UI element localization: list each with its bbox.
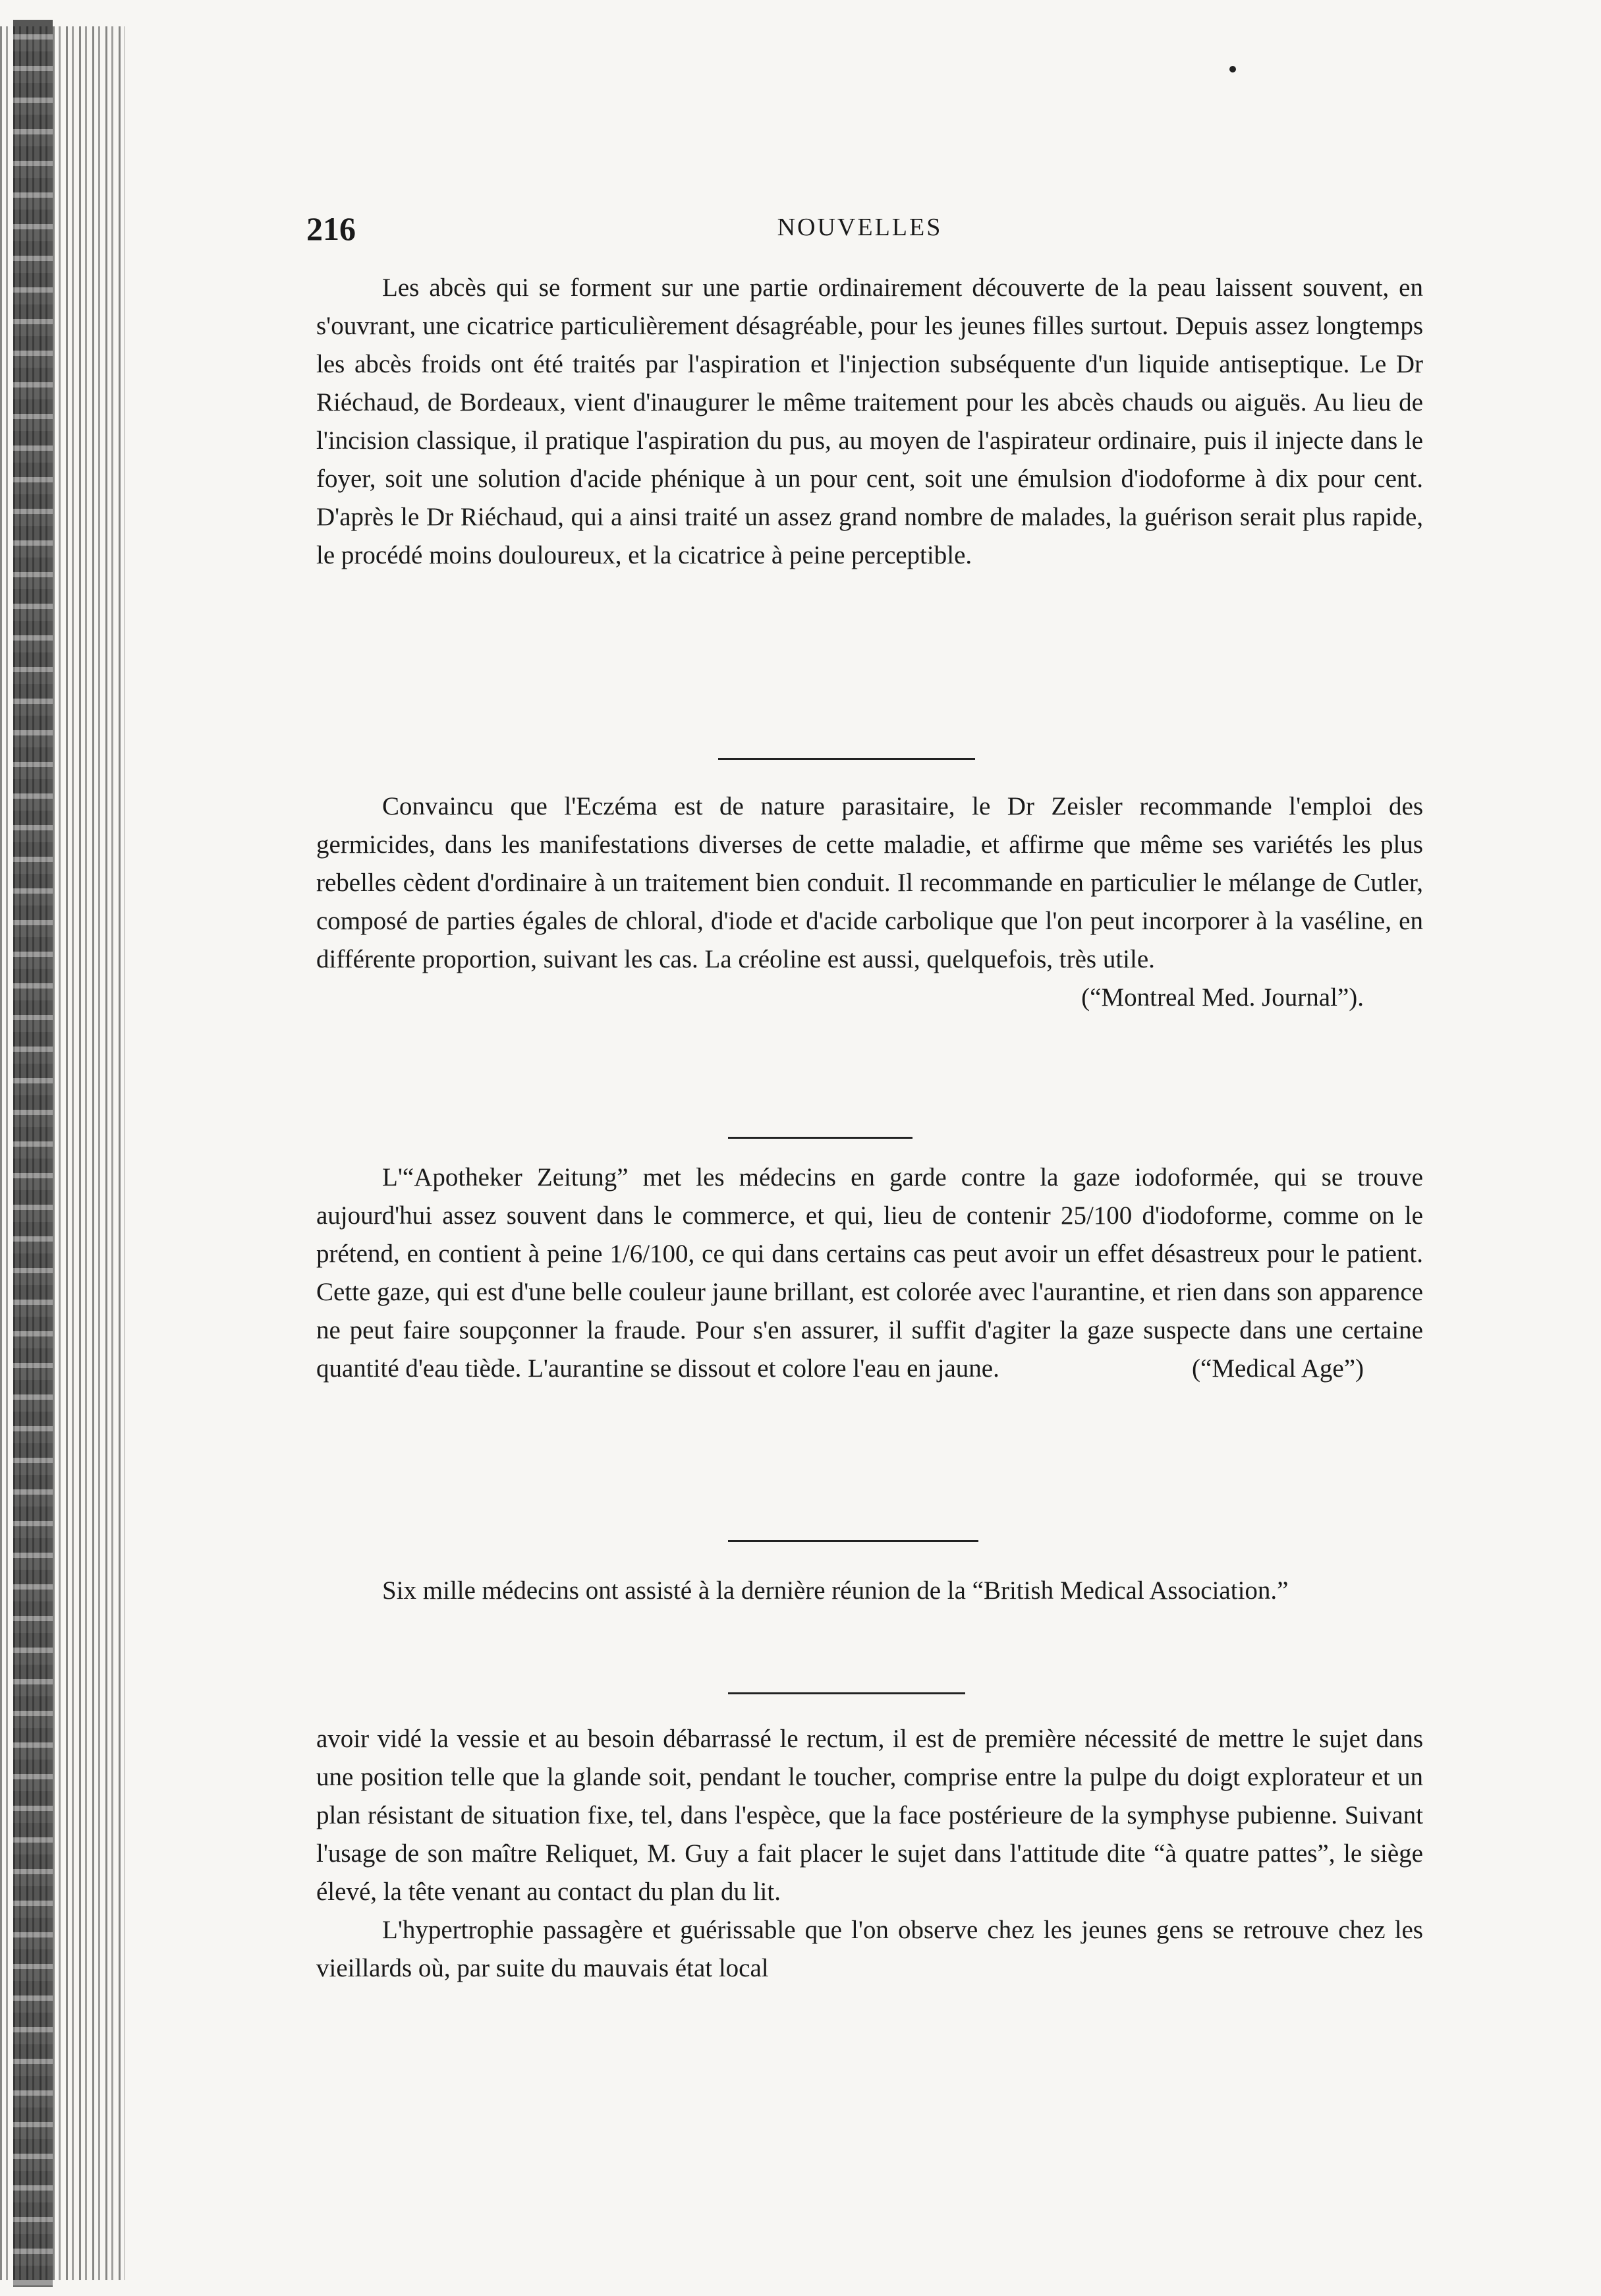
- article-paragraph: Les abcès qui se forment sur une partie ordinairement découverte de la peau laissent souvent, en s'ouvrant, une cicatrice particulièrement désagréable, pour les jeunes filles surtout. Depuis assez longtemps les abcès froids ont été traités par l'aspiration et l'injection subséquente d'un liquide antiseptique. Le Dr Riéchaud, de Bordeaux, vient d'inaugurer le même traitement pour les abcès chauds ou aiguës. Au lieu de l'incision classique, il pratique l'aspiration du pus, au moyen de l'aspirateur ordinaire, puis il injecte dans le foyer, soit une solution d'acide phénique à un pour cent, soit une émulsion d'iodoforme à dix pour cent. D'après le Dr Riéchaud, qui a ainsi traité un assez grand nombre de malades, la guérison serait plus rapide, le procédé moins douloureux, et la cicatrice à peine perceptible.: [316, 273, 1423, 569]
- article-british-medical: [316, 1572, 1423, 1610]
- speck-mark: [1229, 66, 1236, 72]
- continuation-paragraph: L'hypertrophie passagère et guérissable que l'on observe chez les jeunes gens se retrouve chez les vieillards où, par suite du mauvais état local: [316, 1916, 1423, 1982]
- article-gaze-iodoformee: [316, 1159, 1423, 1388]
- article-text: L'“Apotheker Zeitung” met les médecins en garde contre la gaze iodoformée, qui se trouve aujourd'hui assez souvent dans le commerce, et qui, lieu de contenir 25/100 d'iodoforme, comme on le prétend, en contient à peine 1/6/100, ce qui dans certains cas peut avoir un effet désastreux pour le patient. Cette gaze, qui est d'une belle couleur jaune brillant, est colorée avec l'aurantine, et rien dans son apparence ne peut faire soupçonner la fraude. Pour s'en assurer, il suffit d'agiter la gaze suspecte dans une certaine quantité d'eau tiède. L'aurantine se dissout et colore l'eau en jaune.: [316, 1163, 1423, 1383]
- article-paragraph: Convaincu que l'Eczéma est de nature parasitaire, le Dr Zeisler recommande l'emploi des germicides, dans les manifestations diverses de cette maladie, et affirme que même ses variétés les plus rebelles cèdent d'ordinaire à un traitement bien conduit. Il recommande en particulier le mélange de Cutler, composé de parties égales de chloral, d'iode et d'acide carbolique que l'on peut incorporer à la vaséline, en différente proportion, suivant les cas. La créoline est aussi, quelquefois, très utile.: [316, 792, 1423, 973]
- section-divider: [728, 1137, 913, 1139]
- page-number: 216: [306, 210, 356, 247]
- binding-edge-dark: [13, 20, 53, 2287]
- running-title: NOUVELLES: [777, 214, 943, 241]
- article-paragraph: Six mille médecins ont assisté à la dernière réunion de la “British Medical Association.”: [382, 1576, 1289, 1605]
- source-citation: (“Montreal Med. Journal”).: [1081, 983, 1364, 1012]
- page-header: [306, 210, 1413, 249]
- section-divider: [728, 1540, 978, 1542]
- section-divider: [728, 1692, 965, 1694]
- article-abces: [316, 269, 1423, 575]
- source-citation: (“Medical Age”): [1192, 1354, 1364, 1383]
- continuation-text: [316, 1720, 1423, 1988]
- article-eczema: [316, 788, 1423, 1017]
- continuation-paragraph: avoir vidé la vessie et au besoin débarrassé le rectum, il est de première nécessité de mettre le sujet dans une position telle que la glande soit, pendant le toucher, comprise entre la pulpe du doigt explorateur et un plan résistant de situation fixe, tel, dans l'espèce, que la face postérieure de la symphyse pubienne. Suivant l'usage de son maître Reliquet, M. Guy a fait placer le sujet dans l'attitude dite “à quatre pattes”, le siège élevé, la tête venant au contact du plan du lit.: [316, 1725, 1423, 1906]
- section-divider: [718, 758, 975, 760]
- article-paragraph: [316, 1159, 1423, 1388]
